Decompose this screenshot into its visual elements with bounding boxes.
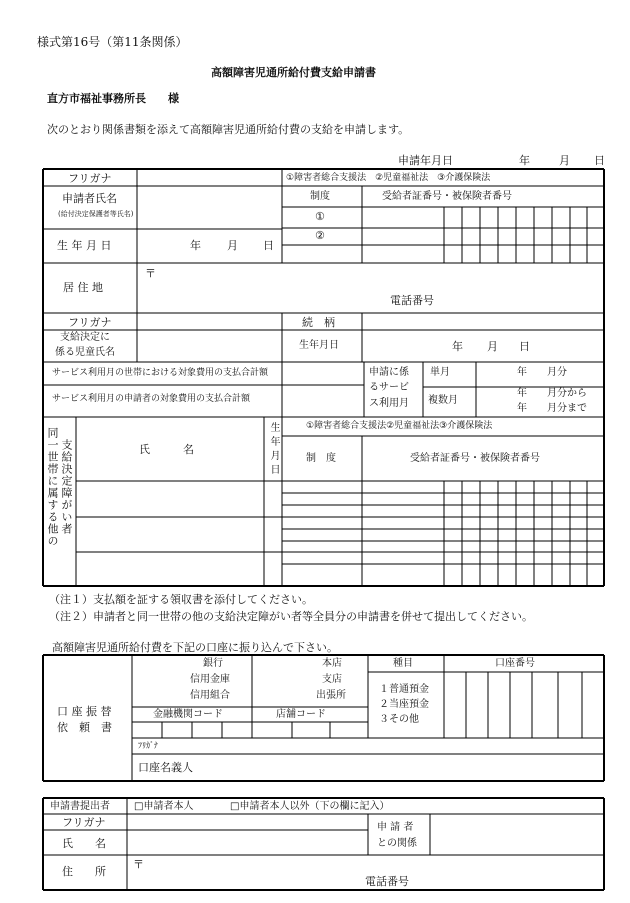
applicant-furigana-label: フリガナ (68, 172, 112, 185)
application-date-year: 年 (519, 154, 530, 167)
multi-month-to: 年 月分まで (517, 403, 587, 414)
applicant-name-label: 申請者氏名 (62, 192, 117, 205)
system-row-2: ② (315, 229, 325, 242)
applicant-address-label: 居 住 地 (63, 281, 103, 294)
service-month-label-1: 申請に係 (369, 367, 409, 378)
multi-month-from: 年 月分から (517, 388, 587, 399)
branch-code-label: 店舗コード (276, 709, 326, 720)
submitter-label: 申請書提出者 (50, 801, 110, 812)
holder-name-label: 口座名義人 (138, 761, 193, 774)
account-type-2: ２当座預金 (379, 699, 429, 710)
applicant-postal-mark: 〒 (145, 267, 156, 280)
laws-header: ①障害者総合支援法 ②児童福祉法 ③介護保険法 (286, 173, 491, 183)
cert-number-header: 受給者証番号・被保険者番号 (382, 191, 512, 202)
application-date-month: 月 (559, 154, 570, 167)
applicant-dob-day: 日 (263, 239, 274, 252)
account-number-label: 口座番号 (495, 658, 535, 669)
service-month-label-3: ス利用月 (369, 398, 409, 409)
transfer-label-2: 依 頼 書 (57, 721, 112, 734)
application-date-day: 日 (594, 154, 605, 167)
submitter-address-label: 住 所 (62, 865, 106, 878)
child-dob-year: 年 (452, 340, 463, 353)
system-header: 制度 (310, 191, 330, 202)
branch-type-shiten: 支店 (322, 674, 342, 685)
note-2: （注２）申請者と同一世帯の他の支給決定障がい者等全員分の申請書を併せて提出してください。 (49, 610, 533, 623)
bank-type-bank: 銀行 (203, 658, 223, 669)
child-dob-label: 生年月日 (299, 340, 339, 351)
application-date-label: 申請年月日 (398, 154, 453, 167)
service-month-label-2: るサービ (369, 382, 409, 393)
bank-lead-text: 高額障害児通所給付費を下記の口座に振り込んで下さい。 (52, 641, 338, 654)
household-system-header: 制 度 (306, 453, 336, 464)
single-month-label: 単月 (430, 367, 450, 378)
household-vertical-label-right: 支給決定障がい者 (60, 439, 73, 535)
applicant-dob-label: 生 年 月 日 (57, 239, 112, 252)
submitter-other-checkbox[interactable]: □申請者本人以外（下の欄に記入） (230, 801, 390, 812)
bank-type-shinkin: 信用金庫 (190, 674, 230, 685)
intro-text: 次のとおり関係書類を添えて高額障害児通所給付費の支給を申請します。 (47, 123, 410, 136)
bank-type-kumiai: 信用組合 (190, 690, 230, 701)
child-furigana-label: フリガナ (68, 316, 112, 329)
holder-kana-label: ﾌﾘｶﾞﾅ (138, 741, 158, 750)
submitter-furigana-label: フリガナ (62, 816, 106, 829)
child-name-label-2: 係る児童氏名 (55, 347, 115, 358)
child-dob-day: 日 (519, 340, 530, 353)
account-type-label: 種目 (393, 658, 413, 669)
household-vertical-label-left: 同一世帯に属する他の (46, 427, 59, 547)
submitter-phone-label: 電話番号 (365, 875, 409, 888)
account-type-3: ３その他 (379, 714, 419, 725)
household-cert-header: 受給者証番号・被保険者番号 (410, 453, 540, 464)
branch-type-honten: 本店 (322, 658, 342, 669)
household-laws-header: ①障害者総合支援法②児童福祉法③介護保険法 (306, 421, 493, 431)
submitter-relation-label-1: 申 請 者 (377, 822, 414, 833)
applicant-total-label: サービス利用月の申請者の対象費用の支払合計額 (52, 394, 251, 404)
child-name-label-1: 支給決定に (60, 332, 110, 343)
branch-type-shucchosho: 出張所 (316, 690, 346, 701)
single-month-value: 年 月分 (517, 367, 567, 378)
household-total-label: サービス利用月の世帯における対象費用の支払合計額 (52, 368, 269, 378)
submitter-name-label: 氏 名 (62, 837, 106, 850)
applicant-dob-month: 月 (227, 239, 238, 252)
multi-month-label: 複数月 (428, 395, 458, 406)
note-1: （注１）支払額を証する領収書を添付してください。 (49, 593, 313, 606)
applicant-name-note: (給付決定保護者等氏名) (58, 210, 134, 218)
child-dob-month: 月 (487, 340, 498, 353)
submitter-self-checkbox[interactable]: □申請者本人 (134, 801, 194, 812)
transfer-label-1: 口 座 振 替 (57, 705, 112, 718)
submitter-relation-label-2: との関係 (377, 838, 417, 849)
submitter-postal-mark: 〒 (133, 858, 144, 871)
account-type-1: １普通預金 (379, 684, 429, 695)
page-title: 高額障害児通所給付費支給申請書 (211, 66, 376, 79)
bank-code-label: 金融機関コード (153, 709, 223, 720)
household-dob-header: 生年月日 (268, 422, 279, 478)
form-number: 様式第16号（第11条関係） (37, 35, 188, 49)
applicant-phone-label: 電話番号 (390, 294, 434, 307)
applicant-dob-year: 年 (190, 239, 201, 252)
addressee: 直方市福祉事務所長 様 (47, 92, 179, 105)
child-relation-label: 続 柄 (302, 316, 335, 329)
household-name-header: 氏 名 (139, 443, 194, 456)
system-row-1: ① (315, 210, 325, 223)
